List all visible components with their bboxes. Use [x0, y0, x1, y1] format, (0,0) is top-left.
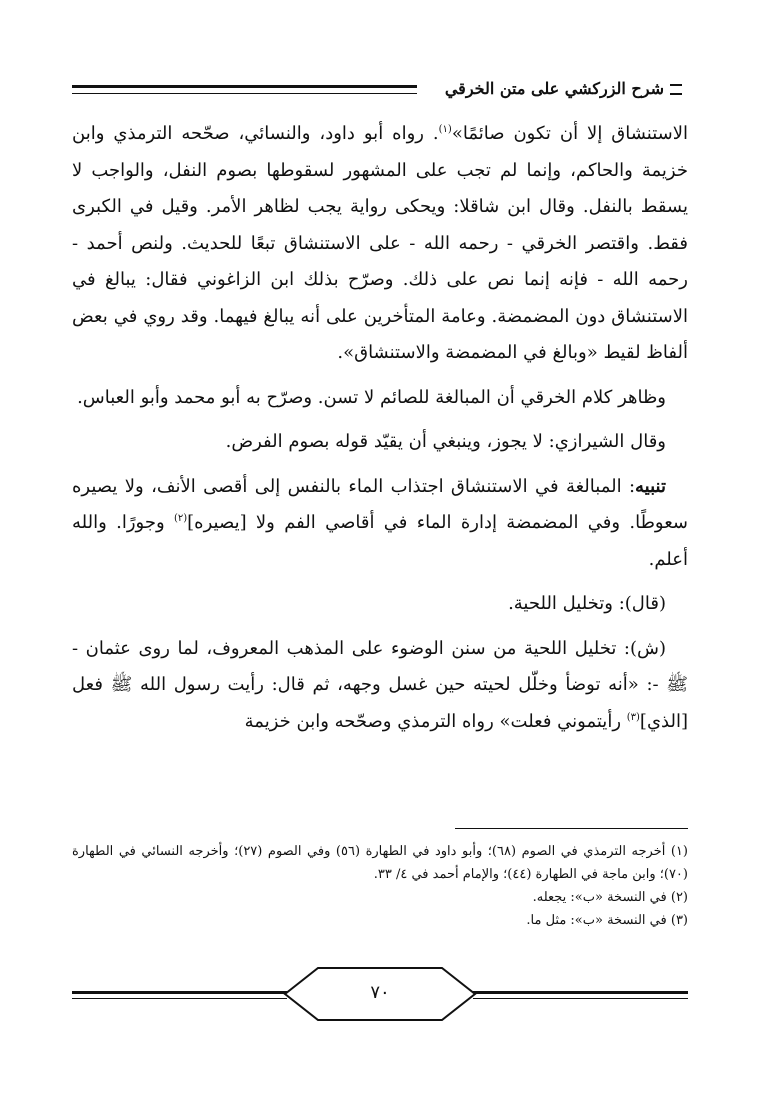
paragraph-1-text-a: الاستنشاق إلا أن تكون صائمًا» [451, 123, 688, 144]
header-marker-icon [670, 84, 682, 95]
running-title-text: شرح الزركشي على متن الخرقي [444, 79, 664, 98]
paragraph-1 [72, 116, 688, 372]
footnote-ref-3: (٣) [626, 711, 640, 723]
footnote-ref-2: (٢) [173, 513, 188, 524]
main-text [72, 116, 688, 740]
paragraph-2: وظاهر كلام الخرقي أن المبالغة للصائم لا تسن. وصرّح به أبو محمد وأبو العباس. [77, 386, 666, 408]
header-rule [72, 85, 417, 94]
footnote-ref-1: (١) [438, 124, 452, 135]
footnote-3: (٣) في النسخة «ب»: مثل ما. [526, 913, 688, 928]
page-header [72, 78, 682, 102]
paragraph-1-text-b: . رواه أبو داود، والنسائي، صحّحه الترمذي وابن خزيمة والحاكم، وإنما لم تجب على المشهور لسقوطها بصوم النفل، والواجب لا يسقط بالنفل. وقال ابن شاقلا: ويحكى رواية يجب لظاهر الأمر. وقيل في الكبرى فقط. واقتصر الخرقي - رحمه الله - على الاستنشاق تبعًا للحديث. ولنص أحمد - رحمه الله - فإنه إنما نص على ذلك. وصرّح بذلك ابن الزاغوني فقال: يبالغ في الاستنشاق دون المضمضة. وعامة المتأخرين على أنه يبالغ فيهما. وقد روي في بعض ألفاظ لقيط «وبالغ في المضمضة والاستنشاق». [72, 123, 688, 363]
footnote-1: (١) أخرجه الترمذي في الصوم (٦٨)؛ وأبو داود في الطهارة (٥٦) وفي الصوم (٢٧)؛ وأخرجه النسائي في الطهارة (٧٠)؛ وابن ماجة في الطهارة (٤٤)؛ والإمام أحمد في ٤/ ٣٣. [72, 844, 688, 882]
paragraph-6-text-b: رأيتموني فعلت» رواه الترمذي وصحّحه وابن خزيمة [244, 710, 627, 732]
footnote-2: (٢) في النسخة «ب»: يجعله. [532, 890, 688, 905]
paragraph-4-text-b: وجورًا. والله أعلم. [72, 512, 688, 570]
paragraph-4-text-a: : المبالغة في الاستنشاق اجتذاب الماء بالنفس إلى أقصى الأنف، ولا يصيره سعوطًا. وفي المضمضة إدارة الماء في أقاصي الفم ولا [يصيره] [72, 475, 688, 533]
paragraph-4 [72, 469, 688, 579]
footer-rule-left [72, 991, 287, 999]
running-title [445, 78, 682, 100]
note-term: تنبيه [635, 475, 666, 497]
paragraph-6-text-a: (ش): تخليل اللحية من سنن الوضوء على المذهب المعروف، لما روى عثمان - ﷺ -: «أنه توضأ وخلّل لحيته حين غسل وجهه، ثم قال: رأيت رسول الله ﷺ فعل [الذي] [72, 637, 688, 732]
paragraph-6 [72, 631, 688, 741]
footnote-separator [455, 828, 688, 829]
page-number: ٧٠ [370, 982, 390, 1003]
footnotes [72, 840, 688, 932]
page-footer [72, 966, 688, 1022]
footer-rule-right [473, 991, 688, 999]
paragraph-3: وقال الشيرازي: لا يجوز، وينبغي أن يقيّد قوله بصوم الفرض. [225, 431, 666, 452]
paragraph-5: (قال): وتخليل اللحية. [508, 593, 666, 614]
